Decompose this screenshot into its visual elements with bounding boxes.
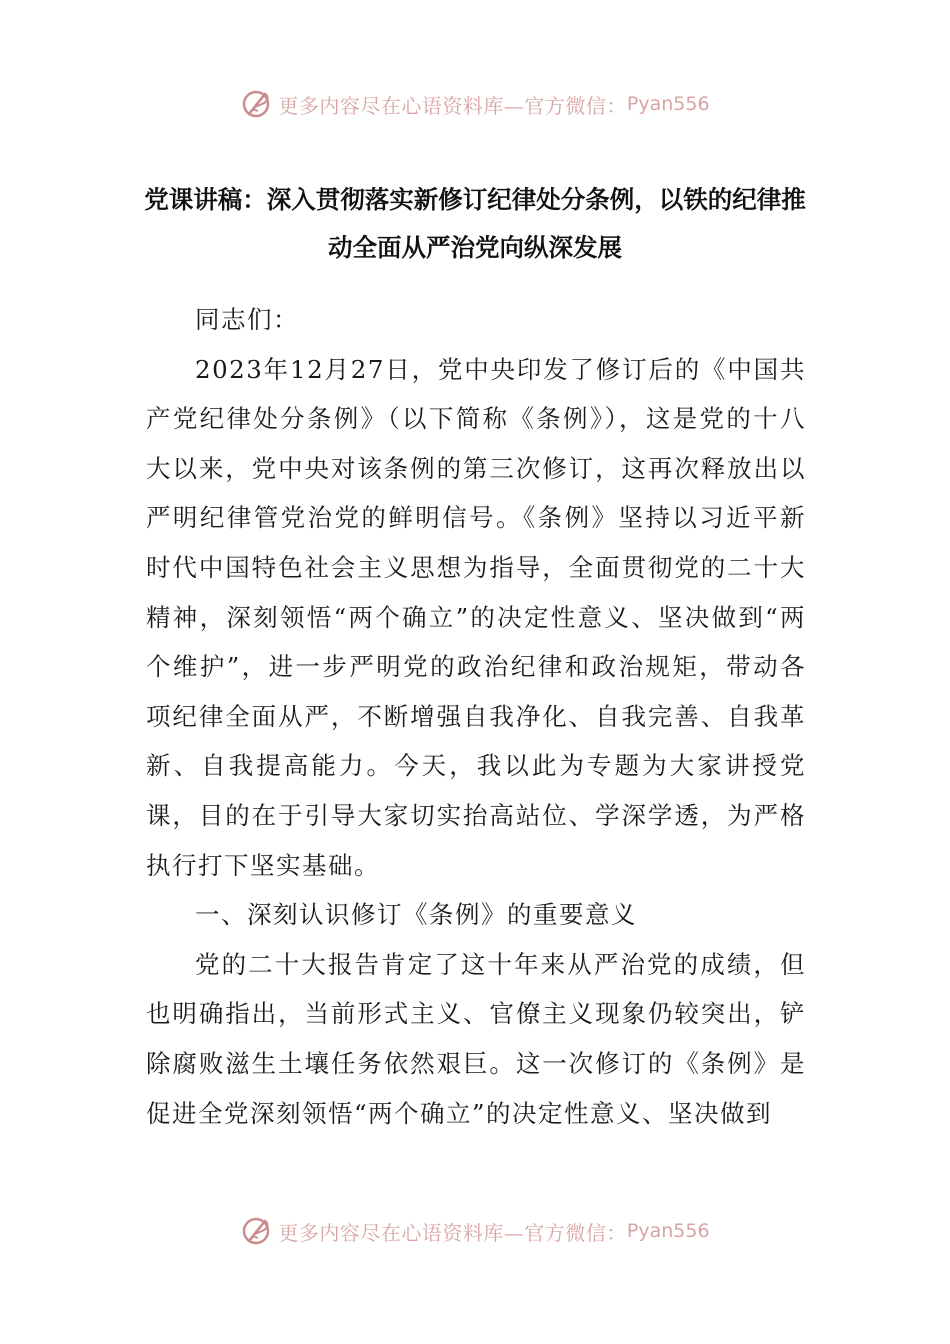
paragraph-section-1: 党的二十大报告肯定了这十年来从严治党的成绩，但也明确指出，当前形式主义、官僚主义现象仍较突出，铲除腐败滋生土壤任务依然艰巨。这一次修订的《条例》是促进全党深刻领悟“两个确立”的决定性意义、坚决做到 [146, 949, 806, 1128]
document-body [146, 295, 806, 1138]
feather-pen-logo-icon [240, 1214, 274, 1248]
watermark-text: 更多内容尽在心语资料库—官方微信： [278, 93, 627, 118]
section-heading-1: 一、深刻认识修订《条例》的重要意义 [195, 900, 637, 930]
document-title: 党课讲稿：深入贯彻落实新修订纪律处分条例，以铁的纪律推动全面从严治党向纵深发展 [144, 185, 806, 262]
watermark-handle: Pyan556 [626, 93, 710, 115]
watermark-handle: Pyan556 [626, 1220, 710, 1242]
watermark-banner-top [0, 84, 950, 124]
feather-pen-logo-icon [240, 87, 274, 121]
watermark-text: 更多内容尽在心语资料库—官方微信： [278, 1220, 627, 1245]
watermark-banner-bottom [0, 1211, 950, 1251]
paragraph-intro: 2023年12月27日，党中央印发了修订后的《中国共产党纪律处分条例》（以下简称《条例》），这是党的十八大以来，党中央对该条例的第三次修订，这再次释放出以严明纪律管党治党的鲜明信号。《条例》坚持以习近平新时代中国特色社会主义思想为指导，全面贯彻党的二十大精神，深刻领悟“两个确立”的决定性意义、坚决做到“两个维护”，进一步严明党的政治纪律和政治规矩，带动各项纪律全面从严，不断增强自我净化、自我完善、自我革新、自我提高能力。今天，我以此为专题为大家讲授党课，目的在于引导大家切实抬高站位、学深学透，为严格执行打下坚实基础。 [146, 354, 806, 880]
salutation: 同志们： [195, 305, 299, 334]
